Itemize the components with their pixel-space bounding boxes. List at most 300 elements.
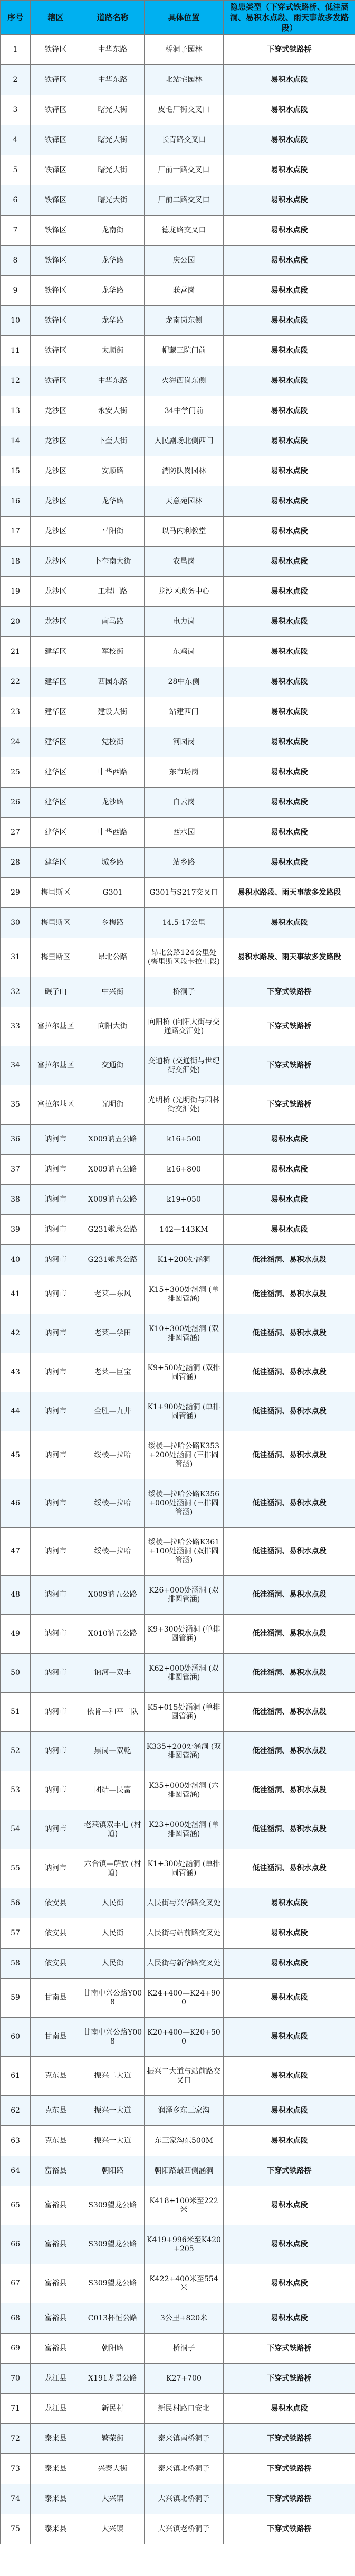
cell-district: 铁锋区 [31, 155, 81, 185]
cell-road: X010讷五公路 [81, 1615, 145, 1654]
cell-road: 繁荣街 [81, 2424, 145, 2454]
header-road: 道路名称 [81, 1, 145, 35]
cell-location: 皮毛厂街交叉口 [145, 95, 224, 125]
cell-hazard-type: 易积水点段 [224, 2018, 355, 2057]
table-row [1, 1479, 355, 1528]
cell-district: 铁锋区 [31, 276, 81, 306]
cell-location: 人民街与新华路交叉处 [145, 1949, 224, 1979]
cell-location: 泰来镇南桥洞子 [145, 2424, 224, 2454]
cell-location: 帽藏三院门前 [145, 336, 224, 366]
cell-hazard-type: 易积水点段 [224, 818, 355, 848]
cell-district: 富裕县 [31, 2303, 81, 2334]
cell-hazard-type: 易积水点段 [224, 788, 355, 818]
cell-road: 乡梅路 [81, 908, 145, 938]
cell-district: 龙江县 [31, 2364, 81, 2394]
table-row [1, 1431, 355, 1479]
table-row [1, 155, 355, 185]
cell-road: G231嫩泉公路 [81, 1245, 145, 1275]
cell-index: 65 [1, 2186, 31, 2225]
cell-road: X191龙景公路 [81, 2364, 145, 2394]
cell-index: 32 [1, 977, 31, 1007]
cell-district: 依安县 [31, 1918, 81, 1949]
table-row [1, 306, 355, 336]
table-row [1, 938, 355, 977]
table-row [1, 1949, 355, 1979]
cell-index: 39 [1, 1215, 31, 1245]
cell-district: 讷河市 [31, 1528, 81, 1576]
cell-hazard-type: 易积水点段 [224, 2394, 355, 2424]
cell-hazard-type: 低洼涵洞、易积水点段 [224, 1392, 355, 1431]
cell-district: 讷河市 [31, 1275, 81, 1314]
cell-road: S309望龙公路 [81, 2264, 145, 2303]
cell-location: K9+300处涵洞 (单排圆管涵) [145, 1615, 224, 1654]
cell-road: 中华东路 [81, 366, 145, 396]
cell-index: 20 [1, 607, 31, 637]
cell-index: 42 [1, 1314, 31, 1353]
table-row [1, 1275, 355, 1314]
cell-district: 富拉尔基区 [31, 1007, 81, 1046]
table-row [1, 336, 355, 366]
cell-location: 农垦岗 [145, 547, 224, 577]
cell-hazard-type: 易积水点段 [224, 637, 355, 667]
cell-location: K62+000处涵洞 (双排圆管涵) [145, 1654, 224, 1693]
cell-road: 太顺街 [81, 336, 145, 366]
table-row [1, 396, 355, 426]
cell-road: 曙光大街 [81, 125, 145, 155]
cell-location: 昂北公路124公里处(梅里斯区段卡拉屯段) [145, 938, 224, 977]
table-row [1, 757, 355, 788]
cell-location: K5+015处涵洞 (单排圆管涵) [145, 1693, 224, 1732]
table-row [1, 788, 355, 818]
cell-location: k16+800 [145, 1155, 224, 1185]
cell-district: 讷河市 [31, 1215, 81, 1245]
cell-hazard-type: 易积水点段 [224, 1979, 355, 2018]
cell-road: 兴泰大街 [81, 2454, 145, 2484]
cell-location: 长青路交叉口 [145, 125, 224, 155]
cell-district: 铁锋区 [31, 336, 81, 366]
cell-district: 建华区 [31, 788, 81, 818]
table-row [1, 2057, 355, 2096]
cell-road: 甘南中兴公路Y008 [81, 2018, 145, 2057]
cell-location: 34中学门前 [145, 396, 224, 426]
cell-location: 河园岗 [145, 727, 224, 757]
cell-hazard-type: 易积水点段 [224, 306, 355, 336]
table-row [1, 547, 355, 577]
table-row [1, 216, 355, 246]
cell-location: K1+200处涵洞 [145, 1245, 224, 1275]
cell-hazard-type: 易积水点段 [224, 1949, 355, 1979]
table-row [1, 977, 355, 1007]
cell-district: 龙沙区 [31, 547, 81, 577]
table-row [1, 1576, 355, 1615]
cell-location: 消防队岗园林 [145, 456, 224, 486]
cell-index: 48 [1, 1576, 31, 1615]
cell-district: 龙江县 [31, 2394, 81, 2424]
table-row [1, 848, 355, 878]
cell-hazard-type: 易积水点段 [224, 276, 355, 306]
cell-location: 人民街与站前路交叉处 [145, 1918, 224, 1949]
header-index: 序号 [1, 1, 31, 35]
cell-location: K26+000处涵洞 (双排圆管涵) [145, 1576, 224, 1615]
cell-index: 4 [1, 125, 31, 155]
cell-index: 21 [1, 637, 31, 667]
cell-road: 振兴一大道 [81, 2126, 145, 2156]
cell-district: 龙沙区 [31, 456, 81, 486]
cell-road: S309望龙公路 [81, 2186, 145, 2225]
cell-road: 老莱—学田 [81, 1314, 145, 1353]
table-row [1, 125, 355, 155]
cell-index: 23 [1, 697, 31, 727]
table-row [1, 2394, 355, 2424]
table-row [1, 667, 355, 697]
cell-district: 龙沙区 [31, 577, 81, 607]
cell-hazard-type: 下穿式铁路桥 [224, 1007, 355, 1046]
table-row [1, 818, 355, 848]
cell-road: 安顺路 [81, 456, 145, 486]
cell-district: 龙沙区 [31, 426, 81, 456]
cell-index: 75 [1, 2514, 31, 2544]
cell-hazard-type: 易积水点段 [224, 577, 355, 607]
cell-hazard-type: 下穿式铁路桥 [224, 1046, 355, 1085]
table-row [1, 2484, 355, 2514]
table-row [1, 2264, 355, 2303]
cell-district: 讷河市 [31, 1314, 81, 1353]
cell-road: 龙华路 [81, 486, 145, 517]
cell-road: 团结—民富 [81, 1771, 145, 1810]
cell-district: 讷河市 [31, 1353, 81, 1392]
header-row [1, 1, 355, 35]
cell-hazard-type: 易积水点段 [224, 456, 355, 486]
cell-location: 绥棱—拉哈公路K353+200处涵洞 (三排圆管涵) [145, 1431, 224, 1479]
cell-index: 72 [1, 2424, 31, 2454]
cell-road: 中华西路 [81, 757, 145, 788]
cell-index: 74 [1, 2484, 31, 2514]
cell-index: 56 [1, 1888, 31, 1918]
cell-index: 37 [1, 1155, 31, 1185]
cell-road: 党校街 [81, 727, 145, 757]
cell-location: 光明桥 (光明街与园林街交汇处) [145, 1085, 224, 1125]
cell-district: 依安县 [31, 1949, 81, 1979]
cell-index: 2 [1, 65, 31, 95]
cell-district: 讷河市 [31, 1771, 81, 1810]
header-district: 辖区 [31, 1, 81, 35]
cell-hazard-type: 易积水点段 [224, 2126, 355, 2156]
cell-location: 泰来镇北桥洞子 [145, 2454, 224, 2484]
cell-index: 57 [1, 1918, 31, 1949]
cell-district: 讷河市 [31, 1654, 81, 1693]
cell-index: 40 [1, 1245, 31, 1275]
cell-location: 东三家沟东500M [145, 2126, 224, 2156]
cell-hazard-type: 下穿式铁路桥 [224, 1085, 355, 1125]
table-row [1, 637, 355, 667]
cell-location: 142—143KM [145, 1215, 224, 1245]
cell-location: 厂前一路交叉口 [145, 155, 224, 185]
cell-hazard-type: 易积水点段 [224, 366, 355, 396]
cell-road: 绥棱—拉哈 [81, 1431, 145, 1479]
cell-district: 铁锋区 [31, 185, 81, 216]
cell-hazard-type: 低洼涵洞、易积水点段 [224, 1615, 355, 1654]
cell-district: 铁锋区 [31, 65, 81, 95]
cell-index: 33 [1, 1007, 31, 1046]
cell-road: 城乡路 [81, 848, 145, 878]
cell-index: 61 [1, 2057, 31, 2096]
cell-hazard-type: 下穿式铁路桥 [224, 2424, 355, 2454]
cell-location: K20+400—K20+500 [145, 2018, 224, 2057]
cell-index: 35 [1, 1085, 31, 1125]
cell-hazard-type: 易积水路段、雨天事故多发路段 [224, 938, 355, 977]
cell-hazard-type: 易积水点段 [224, 667, 355, 697]
cell-index: 9 [1, 276, 31, 306]
cell-hazard-type: 低洼涵洞、易积水点段 [224, 1528, 355, 1576]
table-row [1, 1810, 355, 1849]
table-row [1, 2018, 355, 2057]
cell-location: K35+000处涵洞 (六排圆管涵) [145, 1771, 224, 1810]
cell-hazard-type: 易积水点段 [224, 848, 355, 878]
header-hazard-type: 隐患类型（下穿式铁路桥、低洼涵洞、易积水点段、雨天事故多发路段） [224, 1, 355, 35]
table-row [1, 1732, 355, 1771]
cell-index: 19 [1, 577, 31, 607]
cell-hazard-type: 易积水点段 [224, 1215, 355, 1245]
cell-road: 中华东路 [81, 65, 145, 95]
cell-district: 泰来县 [31, 2424, 81, 2454]
cell-location: K15+300处涵洞 (单排圆管涵) [145, 1275, 224, 1314]
cell-district: 讷河市 [31, 1810, 81, 1849]
cell-hazard-type: 易积水点段 [224, 336, 355, 366]
cell-location: 站建西门 [145, 697, 224, 727]
cell-hazard-type: 低洼涵洞、易积水点段 [224, 1771, 355, 1810]
cell-hazard-type: 下穿式铁路桥 [224, 2484, 355, 2514]
cell-location: 大兴镇老桥洞子 [145, 2514, 224, 2544]
cell-location: 庆公园 [145, 246, 224, 276]
table-row [1, 2126, 355, 2156]
cell-index: 26 [1, 788, 31, 818]
cell-road: 中兴街 [81, 977, 145, 1007]
table-row [1, 1185, 355, 1215]
table-row [1, 2454, 355, 2484]
cell-index: 25 [1, 757, 31, 788]
cell-location: K419+996米至K420+205 [145, 2225, 224, 2264]
table-row [1, 2186, 355, 2225]
table-row [1, 1314, 355, 1353]
cell-road: 永安大街 [81, 396, 145, 426]
cell-location: 东市场岗 [145, 757, 224, 788]
cell-location: 向阳桥 (向阳大街与交通路交汇处) [145, 1007, 224, 1046]
cell-location: 龙沙区政务中心 [145, 577, 224, 607]
cell-location: 白云岗 [145, 788, 224, 818]
cell-index: 36 [1, 1125, 31, 1155]
cell-district: 铁锋区 [31, 35, 81, 65]
cell-district: 建华区 [31, 727, 81, 757]
cell-road: 军校街 [81, 637, 145, 667]
cell-hazard-type: 易积水点段 [224, 2186, 355, 2225]
cell-index: 30 [1, 908, 31, 938]
cell-hazard-type: 易积水点段 [224, 727, 355, 757]
cell-district: 讷河市 [31, 1849, 81, 1888]
cell-index: 73 [1, 2454, 31, 2484]
cell-location: 东鸡岗 [145, 637, 224, 667]
cell-location: 厂前二路交叉口 [145, 185, 224, 216]
cell-road: X009讷五公路 [81, 1185, 145, 1215]
cell-district: 龙沙区 [31, 607, 81, 637]
cell-hazard-type: 低洼涵洞、易积水点段 [224, 1849, 355, 1888]
cell-district: 依安县 [31, 1888, 81, 1918]
cell-hazard-type: 低洼涵洞、易积水点段 [224, 1654, 355, 1693]
cell-index: 6 [1, 185, 31, 216]
cell-district: 讷河市 [31, 1245, 81, 1275]
cell-road: 新民村 [81, 2394, 145, 2424]
cell-index: 46 [1, 1479, 31, 1528]
cell-index: 67 [1, 2264, 31, 2303]
cell-district: 甘南县 [31, 1979, 81, 2018]
table-row [1, 1392, 355, 1431]
table-row [1, 1693, 355, 1732]
cell-index: 3 [1, 95, 31, 125]
cell-hazard-type: 易积水点段 [224, 517, 355, 547]
cell-hazard-type: 易积水路段、雨天事故多发路段 [224, 878, 355, 908]
cell-road: 老莱—东风 [81, 1275, 145, 1314]
cell-index: 34 [1, 1046, 31, 1085]
cell-index: 62 [1, 2096, 31, 2126]
cell-road: 全胜—九井 [81, 1392, 145, 1431]
cell-district: 讷河市 [31, 1431, 81, 1479]
cell-index: 12 [1, 366, 31, 396]
cell-road: 人民街 [81, 1918, 145, 1949]
cell-hazard-type: 低洼涵洞、易积水点段 [224, 1810, 355, 1849]
cell-index: 70 [1, 2364, 31, 2394]
cell-road: G231嫩泉公路 [81, 1215, 145, 1245]
cell-district: 克东县 [31, 2096, 81, 2126]
cell-index: 10 [1, 306, 31, 336]
cell-hazard-type: 低洼涵洞、易积水点段 [224, 1245, 355, 1275]
cell-road: X009讷五公路 [81, 1576, 145, 1615]
cell-location: 振兴二大道与站前路交叉口 [145, 2057, 224, 2096]
cell-district: 建华区 [31, 818, 81, 848]
header-location: 具体位置 [145, 1, 224, 35]
cell-hazard-type: 易积水点段 [224, 1918, 355, 1949]
cell-district: 泰来县 [31, 2484, 81, 2514]
cell-road: 向阳大街 [81, 1007, 145, 1046]
cell-hazard-type: 下穿式铁路桥 [224, 2364, 355, 2394]
cell-location: 龙南岗东侧 [145, 306, 224, 336]
cell-index: 15 [1, 456, 31, 486]
cell-district: 讷河市 [31, 1693, 81, 1732]
cell-index: 28 [1, 848, 31, 878]
cell-index: 11 [1, 336, 31, 366]
table-row [1, 2225, 355, 2264]
cell-index: 22 [1, 667, 31, 697]
cell-location: 朝阳路最西侧涵洞 [145, 2156, 224, 2186]
cell-hazard-type: 易积水点段 [224, 155, 355, 185]
cell-hazard-type: 易积水点段 [224, 1185, 355, 1215]
table-row [1, 2096, 355, 2126]
table-row [1, 1085, 355, 1125]
cell-district: 克东县 [31, 2057, 81, 2096]
cell-district: 富拉尔基区 [31, 1046, 81, 1085]
cell-road: 光明街 [81, 1085, 145, 1125]
cell-district: 富裕县 [31, 2156, 81, 2186]
cell-hazard-type: 低洼涵洞、易积水点段 [224, 1479, 355, 1528]
table-row [1, 65, 355, 95]
cell-location: 新民村路口安北 [145, 2394, 224, 2424]
cell-hazard-type: 易积水点段 [224, 1125, 355, 1155]
cell-index: 52 [1, 1732, 31, 1771]
cell-index: 68 [1, 2303, 31, 2334]
cell-location: K418+100米至222米 [145, 2186, 224, 2225]
cell-index: 44 [1, 1392, 31, 1431]
cell-location: G301与S217交叉口 [145, 878, 224, 908]
cell-hazard-type: 易积水点段 [224, 396, 355, 426]
table-row [1, 426, 355, 456]
cell-district: 建华区 [31, 667, 81, 697]
cell-road: 甘南中兴公路Y008 [81, 1979, 145, 2018]
cell-district: 龙沙区 [31, 486, 81, 517]
cell-location: 德龙路交叉口 [145, 216, 224, 246]
cell-hazard-type: 低洼涵洞、易积水点段 [224, 1431, 355, 1479]
cell-hazard-type: 下穿式铁路桥 [224, 2156, 355, 2186]
cell-road: 龙南街 [81, 216, 145, 246]
cell-location: 天意苑园林 [145, 486, 224, 517]
cell-road: 朝阳路 [81, 2156, 145, 2186]
cell-road: X009讷五公路 [81, 1155, 145, 1185]
table-row [1, 1979, 355, 2018]
cell-district: 讷河市 [31, 1155, 81, 1185]
cell-index: 29 [1, 878, 31, 908]
cell-road: 龙华路 [81, 246, 145, 276]
cell-index: 63 [1, 2126, 31, 2156]
cell-district: 建华区 [31, 757, 81, 788]
table-row [1, 2514, 355, 2544]
cell-location: 站乡路 [145, 848, 224, 878]
cell-location: 电力岗 [145, 607, 224, 637]
cell-district: 讷河市 [31, 1392, 81, 1431]
cell-district: 富裕县 [31, 2186, 81, 2225]
cell-road: X009讷五公路 [81, 1125, 145, 1155]
cell-hazard-type: 易积水点段 [224, 2225, 355, 2264]
cell-index: 64 [1, 2156, 31, 2186]
cell-road: C013杯恒公路 [81, 2303, 145, 2334]
cell-district: 铁锋区 [31, 125, 81, 155]
table-row [1, 2156, 355, 2186]
cell-location: 火海西岗东侧 [145, 366, 224, 396]
table-row [1, 1849, 355, 1888]
table-row [1, 1046, 355, 1085]
cell-index: 31 [1, 938, 31, 977]
cell-district: 铁锋区 [31, 95, 81, 125]
cell-hazard-type: 下穿式铁路桥 [224, 2454, 355, 2484]
cell-road: 工程厂路 [81, 577, 145, 607]
cell-hazard-type: 易积水点段 [224, 1888, 355, 1918]
cell-district: 建华区 [31, 848, 81, 878]
cell-district: 铁锋区 [31, 306, 81, 336]
table-row [1, 1007, 355, 1046]
cell-location: 联营岗 [145, 276, 224, 306]
cell-district: 铁锋区 [31, 366, 81, 396]
cell-index: 69 [1, 2334, 31, 2364]
cell-index: 43 [1, 1353, 31, 1392]
cell-district: 富拉尔基区 [31, 1085, 81, 1125]
cell-location: 大兴镇北桥洞子 [145, 2484, 224, 2514]
cell-hazard-type: 易积水点段 [224, 607, 355, 637]
cell-location: 3公里+820米 [145, 2303, 224, 2334]
cell-road: 讷河—双丰 [81, 1654, 145, 1693]
table-row [1, 276, 355, 306]
cell-index: 14 [1, 426, 31, 456]
cell-location: K1+900处涵洞 (单排圆管涵) [145, 1392, 224, 1431]
cell-index: 27 [1, 818, 31, 848]
cell-road: 朝阳路 [81, 2334, 145, 2364]
table-row [1, 1918, 355, 1949]
cell-index: 47 [1, 1528, 31, 1576]
